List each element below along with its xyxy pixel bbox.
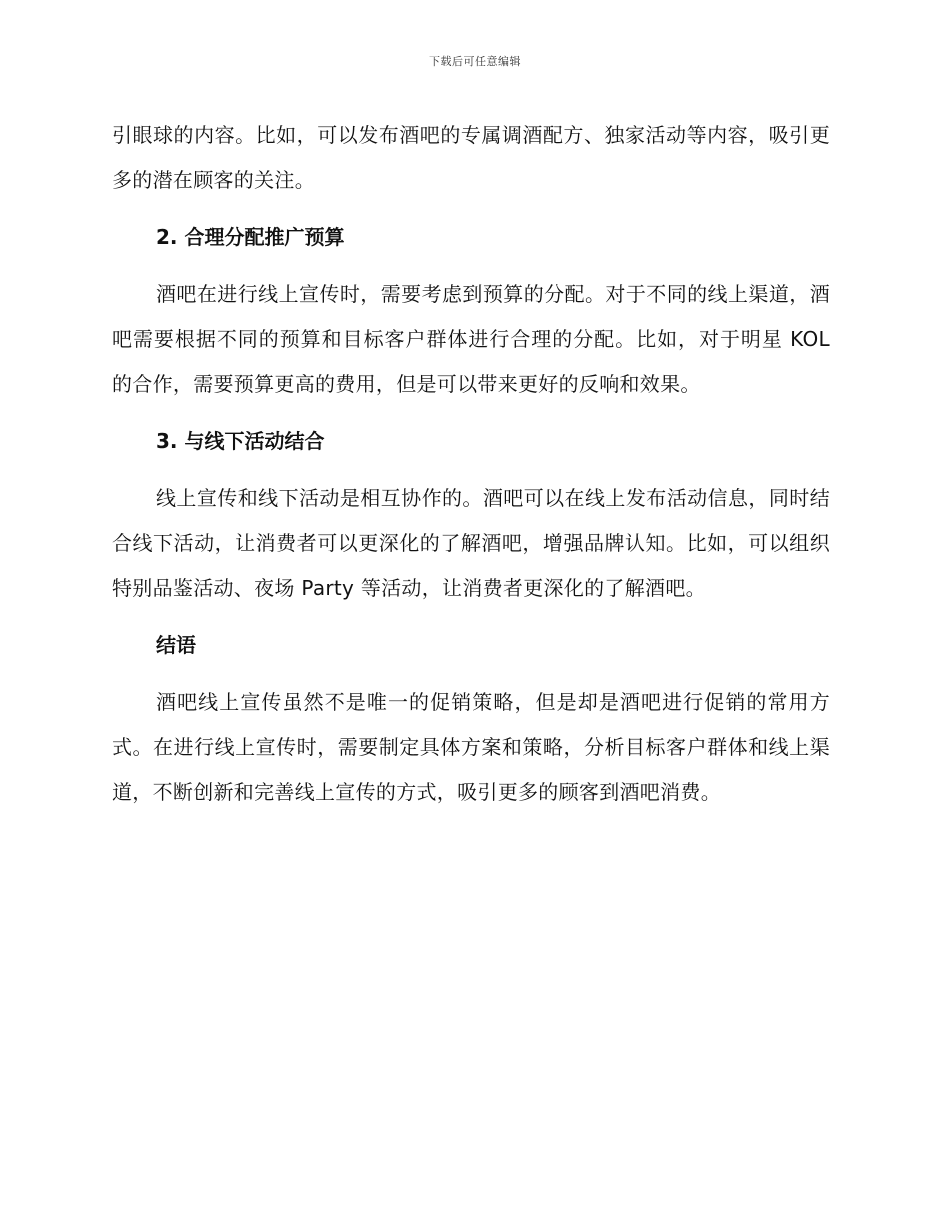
document-body xyxy=(112,113,830,815)
paragraph-conclusion: 酒吧线上宣传虽然不是唯一的促销策略，但是却是酒吧进行促销的常用方式。在进行线上宣传时，需要制定具体方案和策略，分析目标客户群体和线上渠道，不断创新和完善线上宣传的方式，吸引更多的顾客到酒吧消费。 xyxy=(112,690,830,804)
page-header: 下载后可任意编辑 xyxy=(429,55,521,68)
paragraph-offline: 线上宣传和线下活动是相互协作的。酒吧可以在线上发布活动信息，同时结合线下活动，让消费者可以更深化的了解酒吧，增强品牌认知。比如，可以组织特别品鉴活动、夜场 Party 等活动，让消费者更深化的了解酒吧。 xyxy=(112,486,830,600)
section-heading-offline: 3. 与线下活动结合 xyxy=(156,429,325,453)
paragraph-budget: 酒吧在进行线上宣传时，需要考虑到预算的分配。对于不同的线上渠道，酒吧需要根据不同的预算和目标客户群体进行合理的分配。比如，对于明星 KOL 的合作，需要预算更高的费用，但是可以带来更好的反响和效果。 xyxy=(112,282,830,396)
section-heading-budget: 2. 合理分配推广预算 xyxy=(156,225,345,249)
paragraph-continuation: 引眼球的内容。比如，可以发布酒吧的专属调酒配方、独家活动等内容，吸引更多的潜在顾客的关注。 xyxy=(112,123,830,192)
section-heading-conclusion: 结语 xyxy=(156,633,196,657)
